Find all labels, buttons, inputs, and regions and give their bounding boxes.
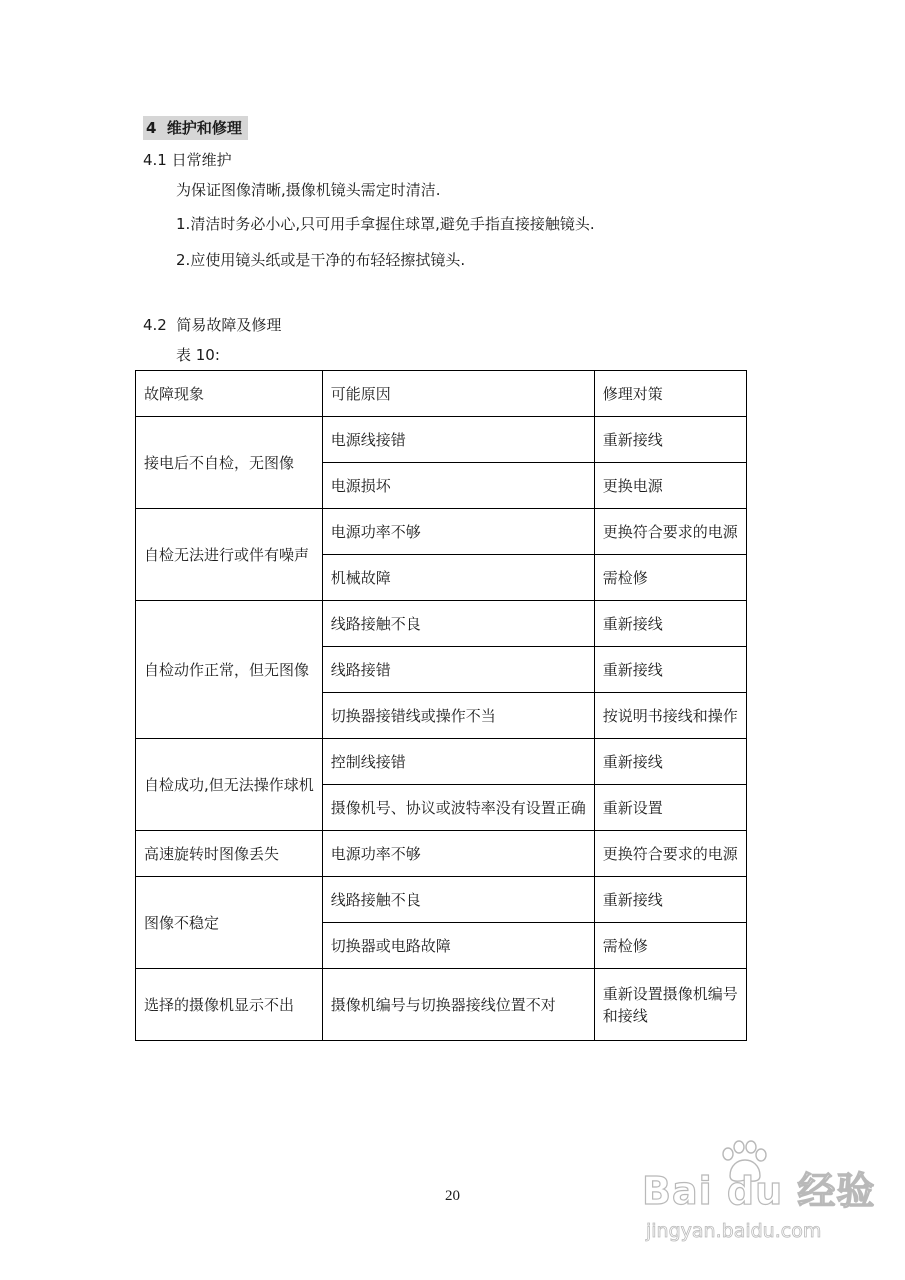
cause-cell: 机械故障 [322,555,594,601]
table-header-row [136,371,747,417]
fix-cell: 更换符合要求的电源 [594,509,746,555]
item-number: 1. [176,215,191,233]
fix-cell: 重新接线 [594,877,746,923]
symptom-cell: 接电后不自检，无图像 [136,417,323,509]
daily-item-1 [176,213,595,234]
cause-cell: 切换器或电路故障 [322,923,594,969]
cause-cell: 线路接触不良 [322,601,594,647]
fix-cell: 重新接线 [594,647,746,693]
fix-cell: 需检修 [594,923,746,969]
item-text: 应使用镜头纸或是干净的布轻轻擦拭镜头. [190,251,466,269]
header-cause: 可能原因 [322,371,594,417]
symptom-cell: 高速旋转时图像丢失 [136,831,323,877]
cause-cell: 摄像机号、协议或波特率没有设置正确 [322,785,594,831]
cause-cell: 线路接触不良 [322,877,594,923]
fix-cell: 更换符合要求的电源 [594,831,746,877]
table-row [136,417,747,463]
header-fix: 修理对策 [594,371,746,417]
table-row [136,509,747,555]
baidu-jingyan-watermark [640,1140,880,1255]
table-row [136,739,747,785]
table-row [136,601,747,647]
fix-cell: 重新接线 [594,739,746,785]
watermark-brand: Bai du 经验 [642,1169,876,1213]
fix-cell: 重新设置 [594,785,746,831]
fix-cell: 更换电源 [594,463,746,509]
fix-cell: 重新设置摄像机编号和接线 [594,969,746,1041]
subsection-daily-heading [143,149,232,170]
subsection-number: 4.2 [143,316,167,334]
cause-cell: 电源线接错 [322,417,594,463]
daily-intro: 为保证图像清晰,摄像机镜头需定时清洁. [176,181,441,199]
subsection-faults-heading [143,314,281,335]
cause-cell: 摄像机编号与切换器接线位置不对 [322,969,594,1041]
subsection-title: 简易故障及修理 [176,316,282,334]
fault-table [135,370,747,1041]
watermark-url: jingyan.baidu.com [646,1220,822,1242]
symptom-cell: 自检成功,但无法操作球机 [136,739,323,831]
subsection-number: 4.1 [143,151,167,169]
section-heading [143,116,248,140]
cause-cell: 切换器接错线或操作不当 [322,693,594,739]
table-caption: 表 10: [176,346,220,364]
header-symptom: 故障现象 [136,371,323,417]
item-text: 清洁时务必小心,只可用手拿握住球罩,避免手指直接接触镜头. [190,215,595,233]
cause-cell: 电源功率不够 [322,509,594,555]
symptom-cell: 自检无法进行或伴有噪声 [136,509,323,601]
page-number: 20 [445,1188,460,1204]
symptom-cell: 选择的摄像机显示不出 [136,969,323,1041]
section-title: 维护和修理 [166,119,242,137]
table-row [136,969,747,1041]
item-number: 2. [176,251,191,269]
table-row [136,877,747,923]
symptom-cell: 图像不稳定 [136,877,323,969]
daily-item-2 [176,249,465,270]
subsection-title: 日常维护 [171,151,232,169]
fix-cell: 重新接线 [594,417,746,463]
section-number: 4 [146,119,157,137]
fix-cell: 需检修 [594,555,746,601]
table-row [136,831,747,877]
cause-cell: 电源损坏 [322,463,594,509]
symptom-cell: 自检动作正常，但无图像 [136,601,323,739]
fix-cell: 按说明书接线和操作 [594,693,746,739]
cause-cell: 线路接错 [322,647,594,693]
cause-cell: 控制线接错 [322,739,594,785]
fix-cell: 重新接线 [594,601,746,647]
cause-cell: 电源功率不够 [322,831,594,877]
